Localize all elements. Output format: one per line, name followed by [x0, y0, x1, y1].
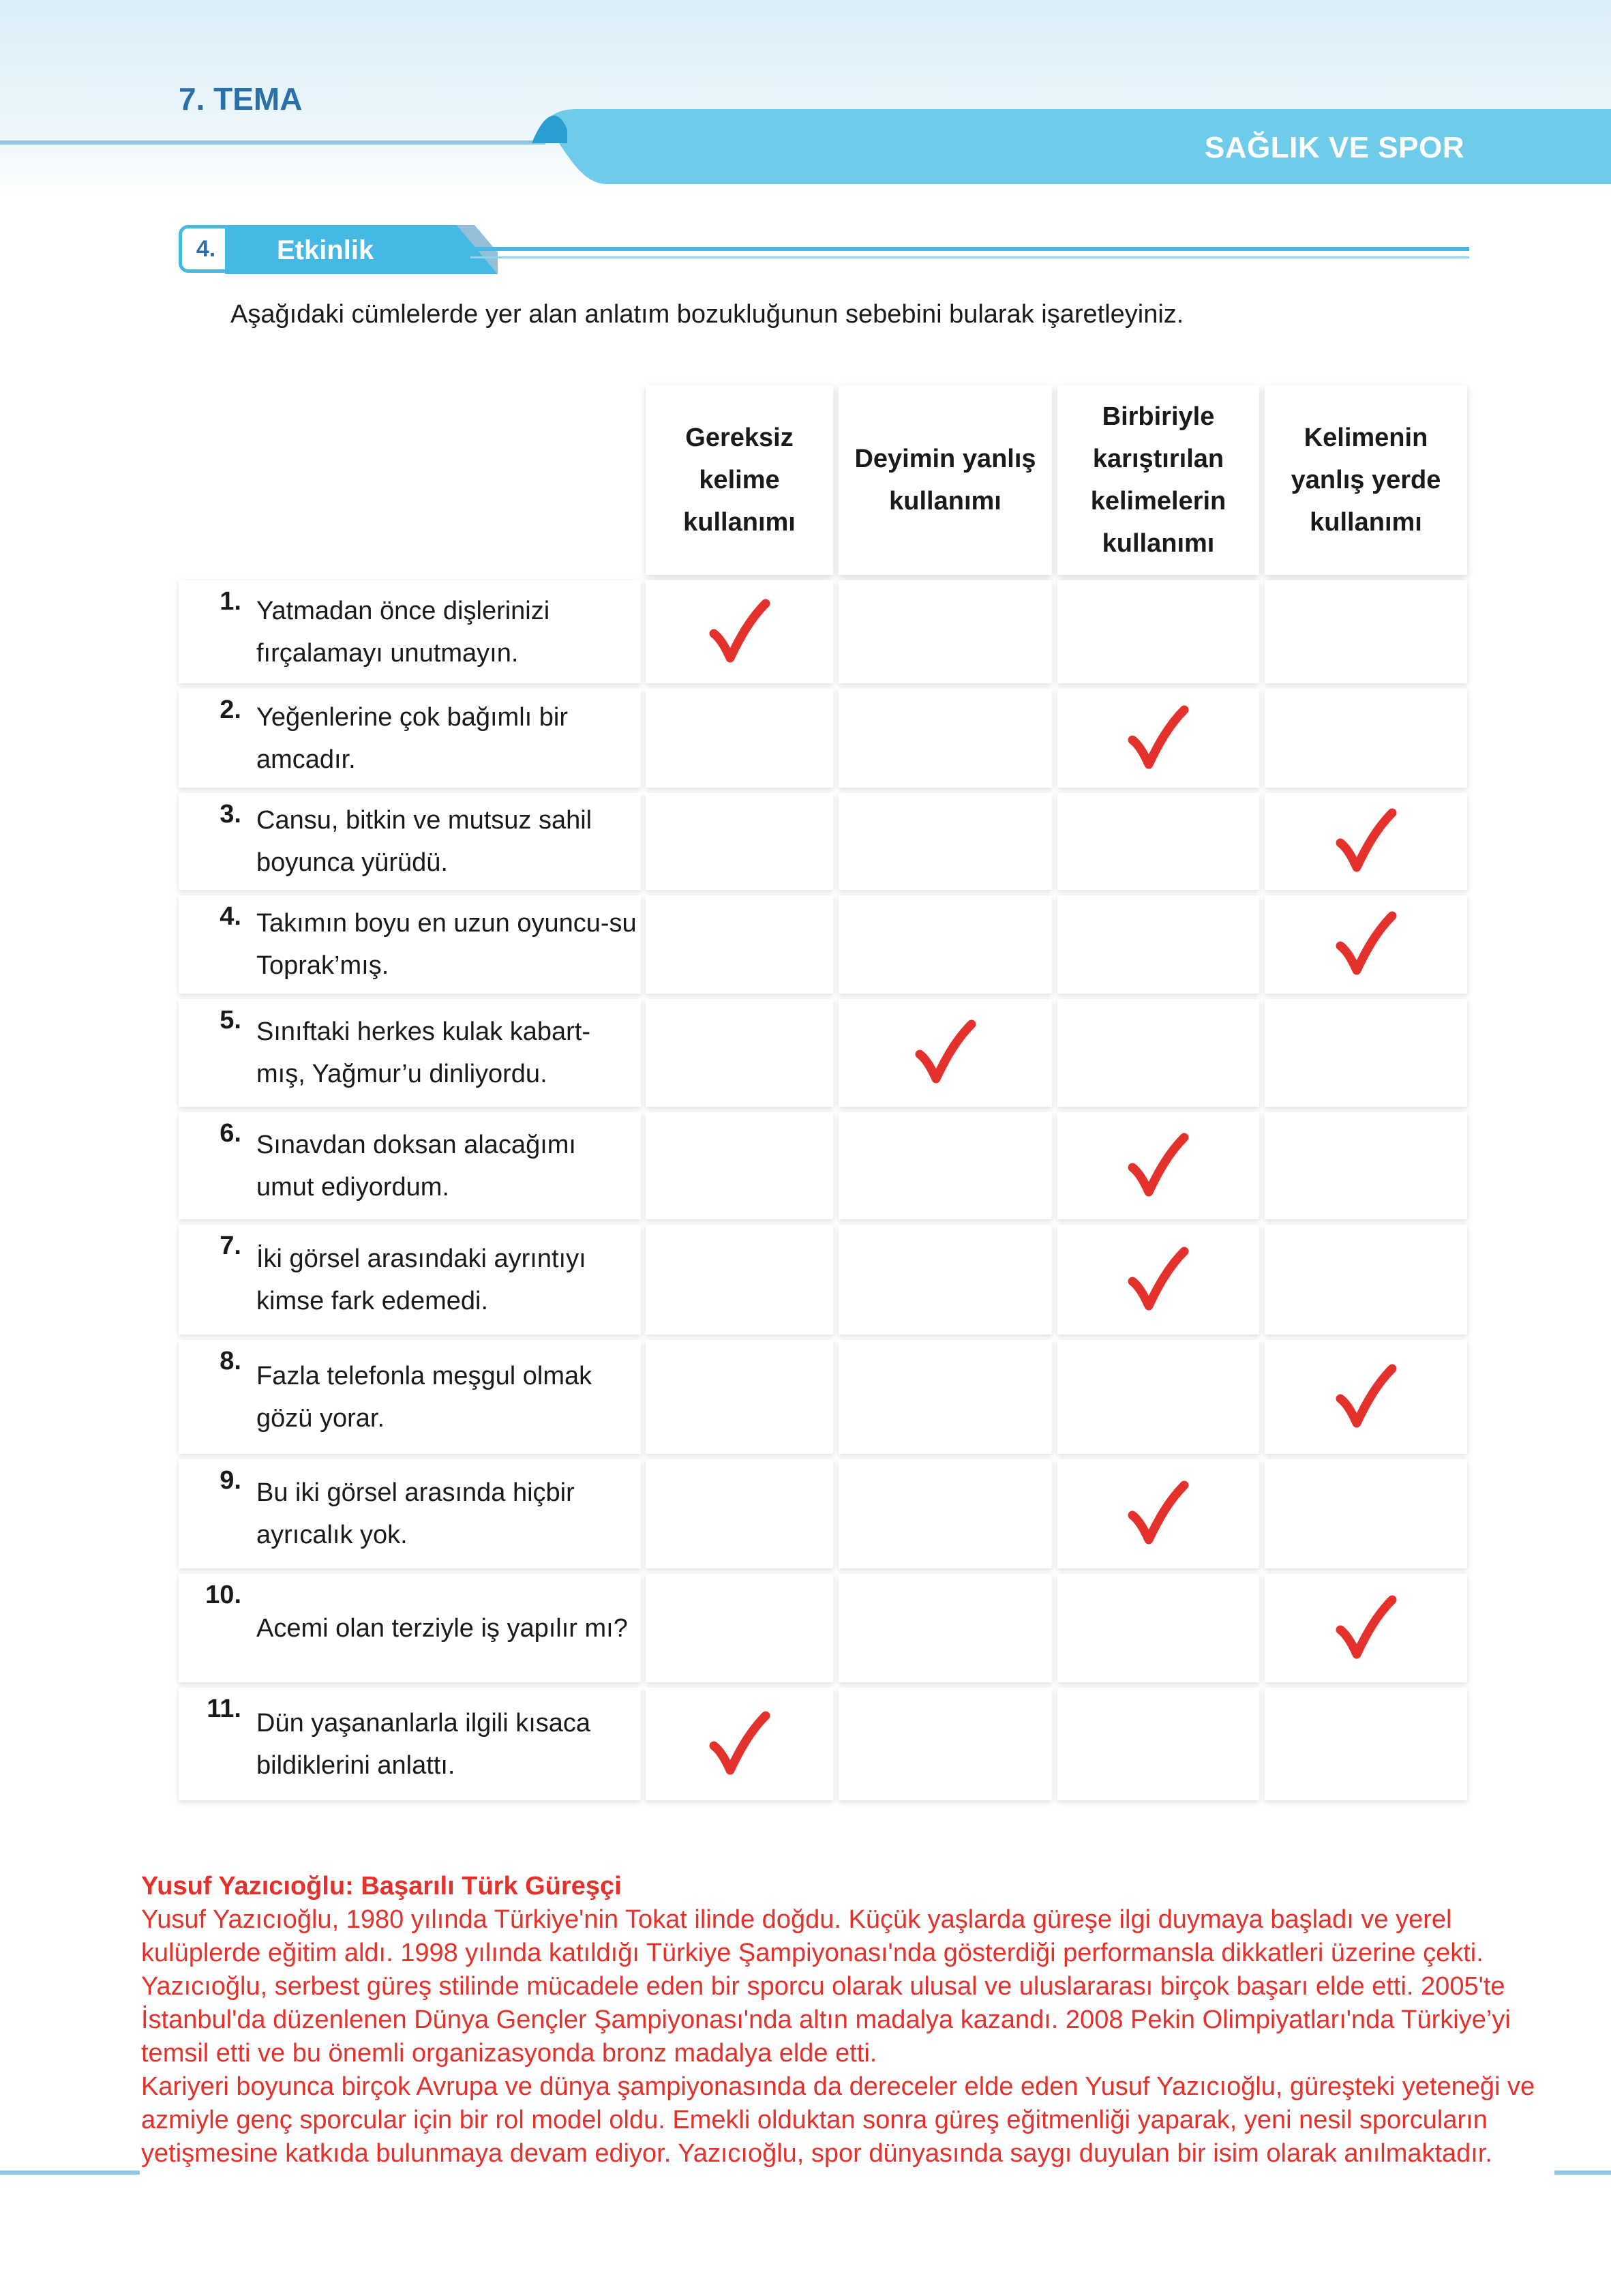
table-cell[interactable] [1265, 580, 1467, 683]
table-cell[interactable] [839, 1688, 1052, 1800]
row-number: 10. [205, 1581, 241, 1609]
row-sentence: İki görsel arasındaki ayrıntıyı kimse fark edemedi. [256, 1244, 586, 1315]
table-cell[interactable] [646, 999, 833, 1107]
activity-divider-thin [470, 256, 1469, 258]
bio-paragraph: Yazıcıoğlu, serbest güreş stilinde mücadele eden bir sporcu olarak ulusal ve uluslararası birçok başarı elde etti. 2005'te İstanbul'da düzenlenen Dünya Gençler Şampiyonası'nda altın madalya kazandı. 2008 Pekin Olimpiyatları'nda Türkiye’yi temsil etti ve bu önemli organizasyonda bronz madalya elde etti. [141, 1972, 1511, 2068]
row-number: 2. [220, 696, 241, 724]
table-row-label [179, 999, 641, 1107]
table-cell[interactable] [1057, 999, 1259, 1107]
instruction-text: Aşağıdaki cümlelerde yer alan anlatım bozukluğunun sebebini bularak işaretleyiniz. [230, 300, 1184, 329]
row-sentence: Sınavdan doksan alacağımı umut ediyordum. [256, 1130, 576, 1202]
row-sentence: Yeğenlerine çok bağımlı bir amcadır. [256, 702, 568, 774]
checkmark-icon [1124, 1246, 1192, 1314]
table-cell[interactable] [839, 580, 1052, 683]
table-cell[interactable] [1265, 1688, 1467, 1800]
row-sentence: Yatmadan önce dişlerinizi fırçalamayı unutmayın. [256, 596, 550, 668]
table-row-label [179, 895, 641, 994]
row-number: 3. [220, 800, 241, 829]
row-number: 5. [220, 1006, 241, 1034]
table-cell[interactable] [1265, 689, 1467, 788]
row-number: 11. [207, 1695, 241, 1723]
tema-divider [0, 140, 545, 145]
checkmark-icon [706, 598, 774, 666]
table-cell[interactable] [839, 895, 1052, 994]
answer-table [179, 385, 1471, 1817]
table-cell[interactable] [646, 1112, 833, 1219]
table-row-label [179, 1574, 641, 1682]
table-cell[interactable] [646, 689, 833, 788]
table-row-label [179, 1112, 641, 1219]
column-header-confused-words: Birbiriyle karıştırılan kelimelerin kullanımı [1057, 385, 1259, 575]
table-cell[interactable] [839, 1574, 1052, 1682]
table-row-label [179, 580, 641, 683]
table-cell[interactable] [1057, 1340, 1259, 1454]
bio-paragraph: Kariyeri boyunca birçok Avrupa ve dünya şampiyonasında da dereceler elde eden Yusuf Yazıcıoğlu, güreşteki yeteneği ve azmiyle genç sporcular için bir rol model oldu. Emekli olduktan sonra güreş eğitmenliği yaparak, yeni nesil sporcuların yetişmesine katkıda bulunmaya devam ediyor. Yazıcıoğlu, spor dünyasında saygı duyulan bir isim olarak anılmaktadır. [141, 2072, 1535, 2168]
checkmark-icon [1124, 1480, 1192, 1548]
checkmark-icon [1332, 807, 1400, 876]
checkmark-icon [1332, 1363, 1400, 1431]
table-cell[interactable] [839, 1112, 1052, 1219]
checkmark-icon [1124, 1132, 1192, 1200]
row-sentence: Fazla telefonla meşgul olmak gözü yorar. [256, 1361, 592, 1433]
bio-title: Yusuf Yazıcıoğlu: Başarılı Türk Güreşçi [141, 1872, 622, 1900]
table-cell[interactable] [1265, 999, 1467, 1107]
row-sentence: Acemi olan terziyle iş yapılır mı? [256, 1613, 628, 1643]
table-cell[interactable] [1057, 895, 1259, 994]
activity-label: Etkinlik [277, 235, 374, 265]
checkmark-icon [1332, 910, 1400, 979]
table-cell[interactable] [1265, 1112, 1467, 1219]
footer-line [1554, 2171, 1611, 2175]
activity-divider [470, 247, 1469, 251]
table-row-label [179, 1225, 641, 1335]
table-row-label [179, 689, 641, 788]
table-cell[interactable] [646, 793, 833, 890]
table-row-label [179, 1459, 641, 1568]
table-cell[interactable] [1057, 580, 1259, 683]
checkmark-icon [1124, 704, 1192, 773]
column-header-idiom-misuse: Deyimin yanlış kullanımı [839, 385, 1052, 575]
row-number: 6. [220, 1119, 241, 1148]
tema-title: 7. TEMA [179, 81, 303, 117]
table-row-label [179, 1340, 641, 1454]
row-sentence: Sınıftaki herkes kulak kabart-mış, Yağmur’u dinliyordu. [256, 1017, 590, 1088]
bio-section [141, 1870, 1566, 2171]
checkmark-icon [912, 1019, 980, 1087]
bio-paragraph: Yusuf Yazıcıoğlu, 1980 yılında Türkiye'nin Tokat ilinde doğdu. Küçük yaşlarda güreşe ilgi duymaya başladı ve yerel kulüplerde eğitim aldı. 1998 yılında katıldığı Türkiye Şampiyonası'nda gösterdiği performansla dikkatleri üzerine çekti. [141, 1905, 1484, 1967]
table-cell[interactable] [839, 689, 1052, 788]
table-cell[interactable] [646, 1225, 833, 1335]
table-cell[interactable] [1057, 1688, 1259, 1800]
table-cell[interactable] [1265, 1225, 1467, 1335]
table-cell[interactable] [839, 1340, 1052, 1454]
column-header-wrong-position: Kelimenin yanlış yerde kullanımı [1265, 385, 1467, 575]
row-number: 9. [220, 1466, 241, 1495]
table-cell[interactable] [646, 895, 833, 994]
table-cell[interactable] [646, 1574, 833, 1682]
table-cell[interactable] [1057, 1574, 1259, 1682]
row-number: 4. [220, 902, 241, 931]
activity-number: 4. [179, 225, 233, 273]
table-cell[interactable] [839, 1225, 1052, 1335]
table-row-label [179, 1688, 641, 1800]
row-number: 7. [220, 1232, 241, 1260]
row-sentence: Cansu, bitkin ve mutsuz sahil boyunca yürüdü. [256, 806, 592, 877]
column-header-unnecessary-word: Gereksiz kelime kullanımı [646, 385, 833, 575]
table-cell[interactable] [839, 1459, 1052, 1568]
row-number: 8. [220, 1347, 241, 1375]
row-sentence: Dün yaşananlarla ilgili kısaca bildiklerini anlattı. [256, 1708, 591, 1780]
table-cell[interactable] [646, 1459, 833, 1568]
theme-label: SAĞLIK VE SPOR [1204, 131, 1464, 164]
row-sentence: Bu iki görsel arasında hiçbir ayrıcalık yok. [256, 1478, 575, 1549]
table-row-label [179, 793, 641, 890]
table-cell[interactable] [839, 793, 1052, 890]
table-cell[interactable] [1265, 1459, 1467, 1568]
footer-line [0, 2171, 140, 2175]
row-number: 1. [220, 587, 241, 616]
checkmark-icon [706, 1710, 774, 1778]
row-sentence: Takımın boyu en uzun oyuncu-su Toprak’mış. [256, 909, 637, 980]
table-cell[interactable] [646, 1340, 833, 1454]
checkmark-icon [1332, 1594, 1400, 1663]
table-cell[interactable] [1057, 793, 1259, 890]
